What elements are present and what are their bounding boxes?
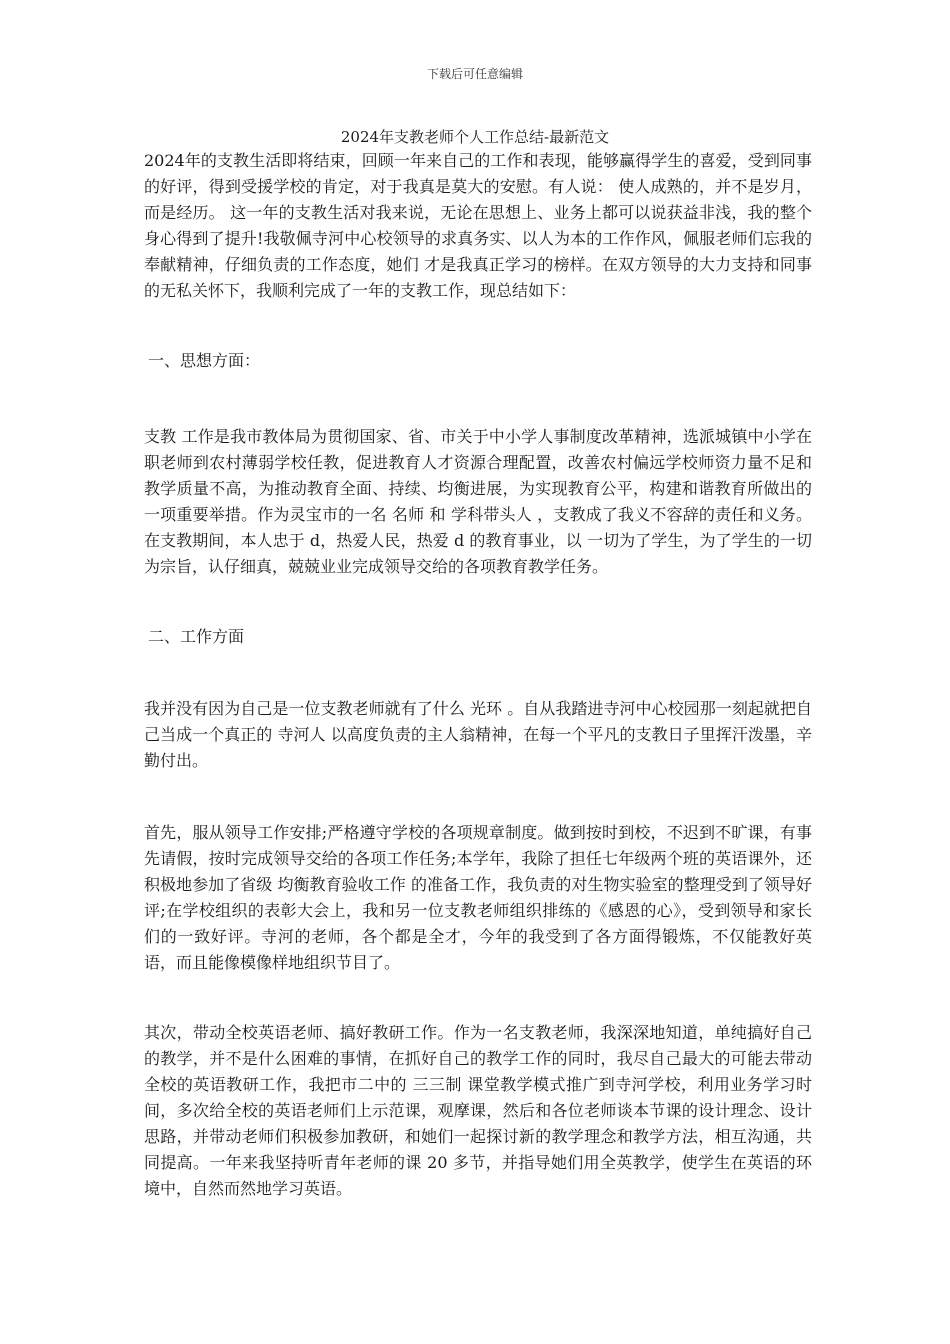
section1-text: 支教 工作是我市教体局为贯彻国家、省、市关于中小学人事制度改革精神，选派城镇中小学在职老师到农村薄弱学校任教，促进教育人才资源合理配置，改善农村偏远学校师资力量不足和教学质量不高，为推动教育全面、持续、均衡进展，为实现教育公平，构建和谐教育所做出的一项重要举措。作为灵宝市的一名 名师 和 学科带头人 ，支教成了我义不容辞的责任和义务。在支教期间，本人忠于 d，热爱人民，热爱 d 的教育事业，以 一切为了学生，为了学生的一切 为宗旨，认仔细真，兢兢业业完成领导交给的各项教育教学任务。 xyxy=(144,427,812,576)
header-note: 下载后可任意编辑 xyxy=(426,67,523,81)
section2-text-3: 其次，带动全校英语老师、搞好教研工作。作为一名支教老师，我深深地知道，单纯搞好自己的教学，并不是什么困难的事情，在抓好自己的教学工作的同时，我尽自己最大的可能去带动全校的英语教研工作，我把市二中的 三三制 课堂教学模式推广到寺河学校，利用业务学习时间，多次给全校的英语老师们上示范课，观摩课，然后和各位老师谈本节课的设计理念、设计思路，并带动老师们积极参加教研，和她们一起探讨新的教学理念和教学方法，相互沟通，共同提高。一年来我坚持听青年老师的课 20 多节，并指导她们用全英教学，使学生在英语的环境中，自然而然地学习英语。 xyxy=(144,1023,812,1198)
section1-paragraph xyxy=(144,424,812,580)
intro-paragraph xyxy=(144,148,812,304)
section2-heading: 二、工作方面 xyxy=(148,627,245,646)
section2-paragraph-1 xyxy=(144,696,812,774)
section2-text-1: 我并没有因为自己是一位支教老师就有了什么 光环 。自从我踏进寺河中心校园那一刻起就把自己当成一个真正的 寺河人 以高度负责的主人翁精神，在每一个平凡的支教日子里挥汗泼墨，辛勤付出。 xyxy=(144,699,812,770)
section2-paragraph-2 xyxy=(144,820,812,976)
section2-text-2: 首先，服从领导工作安排;严格遵守学校的各项规章制度。做到按时到校，不迟到不旷课，有事先请假，按时完成领导交给的各项工作任务;本学年，我除了担任七年级两个班的英语课外，还积极地参加了省级 均衡教育验收工作 的准备工作，我负责的对生物实验室的整理受到了领导好评;在学校组织的表彰大会上，我和另一位支教老师组织排练的《感恩的心》，受到领导和家长们的一致好评。寺河的老师，各个都是全才，今年的我受到了各方面得锻炼，不仅能教好英语，而且能像模像样地组织节目了。 xyxy=(144,823,812,972)
section1-heading: 一、思想方面： xyxy=(148,351,261,370)
document-title: 2024年支教老师个人工作总结-最新范文 xyxy=(340,128,610,146)
section2-paragraph-3 xyxy=(144,1020,812,1202)
intro-text: 2024年的支教生活即将结束，回顾一年来自己的工作和表现，能够赢得学生的喜爱，受到同事的好评，得到受援学校的肯定，对于我真是莫大的安慰。有人说： 使人成熟的，并不是岁月，而是经历。 这一年的支教生活对我来说，无论在思想上、业务上都可以说获益非浅，我的整个身心得到了提升!我敬佩寺河中心校领导的求真务实、以人为本的工作作风，佩服老师们忘我的奉献精神，仔细负责的工作态度，她们 才是我真正学习的榜样。在双方领导的大力支持和同事的无私关怀下，我顺利完成了一年的支教工作，现总结如下： xyxy=(144,151,812,300)
